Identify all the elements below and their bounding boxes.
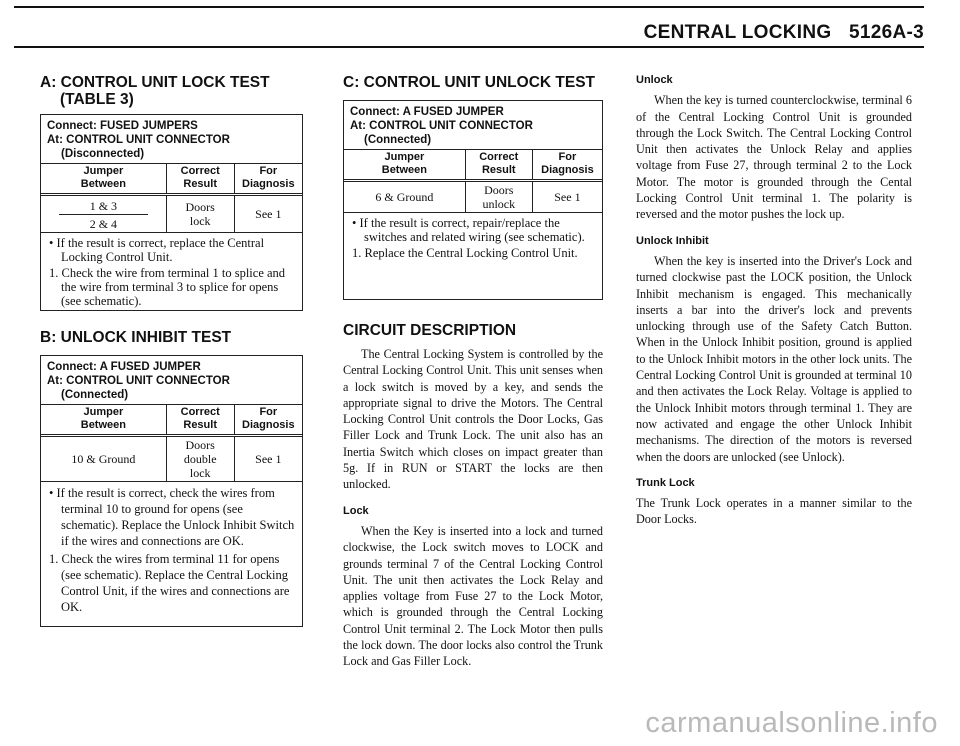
table-a-connect-info: Connect: FUSED JUMPERS At: CONTROL UNIT CONNECTOR (Disconnected) (47, 120, 230, 160)
table-c-title: C: CONTROL UNIT UNLOCK TEST (343, 74, 596, 91)
unlock-heading: Unlock (636, 74, 673, 86)
table-a-grid (41, 163, 302, 232)
watermark: carmanualsonline.info (645, 707, 938, 739)
col-diagnosis: For Diagnosis (234, 405, 302, 436)
table-a-jumpers: 1 & 3 2 & 4 (41, 195, 166, 233)
page-header (644, 22, 924, 44)
table-a-diagnosis: See 1 (234, 195, 302, 233)
table-b-connect-info: Connect: A FUSED JUMPER At: CONTROL UNIT CONNECTOR (Connected) (47, 361, 230, 401)
table-a-result: Doors lock (166, 195, 234, 233)
table-a (40, 114, 303, 311)
table-c-result: Doors unlock (465, 181, 532, 213)
top-rule (14, 6, 924, 8)
table-b-jumper: 10 & Ground (41, 436, 166, 482)
table-b-grid (41, 404, 302, 481)
col-jumper: Jumper Between (41, 405, 166, 436)
right-column (636, 72, 912, 528)
unlock-inhibit-heading: Unlock Inhibit (636, 234, 709, 247)
page-number: 5126A-3 (849, 22, 924, 43)
table-c (343, 100, 603, 300)
table-b-result: Doors double lock (166, 436, 234, 482)
table-c-notes: • If the result is correct, repair/replace the switches and related wiring (see schematic). 1. Replace the Central Locking Control Unit. (344, 212, 602, 265)
unlock-text: When the key is turned counterclockwise, terminal 6 of the Central Locking Control Unit is grounded through the Lock Switch. The Central Locking Control Unit then activates the Unlock Relay and applies voltage from Fuse 27, through terminal 2 to the Lock Motor. The motor is grounded through the Cental Locking Control Unit terminal 1. The polarity is reversed and the motor pushes the lock up. (636, 93, 912, 222)
col-diagnosis: For Diagnosis (532, 150, 602, 181)
circuit-intro: The Central Locking System is controlled by the Central Locking Control Unit. This unit senses when a lock switch is moved by a key, and sends the appropriate signal to drive the Motors. The Central Locking Control Unit controls the Door Locks, Gas Filler Lock and Trunk Lock. The unit also has an Inertia Switch which closes on impact greater than 5g. If in RUN or START the locks are then unlocked. (343, 347, 603, 492)
table-b-diagnosis: See 1 (234, 436, 302, 482)
lock-heading: Lock (343, 504, 369, 517)
circuit-description (343, 346, 603, 670)
table-c-jumper: 6 & Ground (344, 181, 465, 213)
table-b-notes: • If the result is correct, check the wires from terminal 10 to ground for opens (see schematic). Replace the Unlock Inhibit Switch if the wires and connections are OK. 1. Check the wires from terminal 11 for opens (see schematic). Replace the Central Locking Control Unit, if the wires and connections are OK. (41, 481, 302, 620)
table-a-notes: • If the result is correct, replace the Central Locking Control Unit. 1. Check the wire from terminal 1 to splice and the wire from terminal 3 to splice for opens (see schematic). (41, 232, 302, 313)
table-b-title: B: UNLOCK INHIBIT TEST (40, 329, 232, 346)
table-c-grid (344, 149, 602, 212)
col-result: Correct Result (166, 164, 234, 195)
trunk-lock-heading: Trunk Lock (636, 476, 695, 489)
col-result: Correct Result (465, 150, 532, 181)
col-jumper: Jumper Between (41, 164, 166, 195)
table-c-diagnosis: See 1 (532, 181, 602, 213)
col-jumper: Jumper Between (344, 150, 465, 181)
col-result: Correct Result (166, 405, 234, 436)
table-c-connect-info: Connect: A FUSED JUMPER At: CONTROL UNIT CONNECTOR (Connected) (350, 106, 533, 146)
header-rule (14, 46, 924, 48)
col-diagnosis: For Diagnosis (234, 164, 302, 195)
circuit-heading: CIRCUIT DESCRIPTION (343, 322, 517, 339)
unlock-inhibit-text: When the key is inserted into the Driver's Lock and turned clockwise past the LOCK position, the Unlock Inhibit mechanism is engaged. This mechanically inserts a bar into the driver's lock and prevents unlocking through use of the Safety Catch Button. When in the Unlock Inhibit position, ground is applied to the Unlock Inhibit motors in the other lock units. The Central Locking Control Unit is grounded at terminal 10 and then activates the Lock Relay. Voltage is applied to the Unlock Inhibit motors through terminal 1. They are now activated and engage the other Unlock Inhibit mechanisms. The direction of the motors is reversed when the doors are unlocked (see Unlock). (636, 253, 912, 464)
table-b (40, 355, 303, 627)
trunk-lock-text: The Trunk Lock operates in a manner similar to the Door Locks. (636, 496, 912, 527)
table-a-title: A: CONTROL UNIT LOCK TEST (TABLE 3) (40, 74, 270, 108)
section-title: CENTRAL LOCKING (643, 22, 832, 43)
lock-text: When the Key is inserted into a lock and turned clockwise, the Lock switch moves to LOCK and grounds terminal 7 of the Central Locking Control Unit. The unit then activates the Lock Relay and applies voltage from Fuse 27 to the Lock Motor, which is grounded through the Central Locking Control Unit terminal 2. The Lock Motor then pulls the lock down. The door locks also control the Trunk Lock and Gas Filler Lock. (343, 523, 603, 669)
